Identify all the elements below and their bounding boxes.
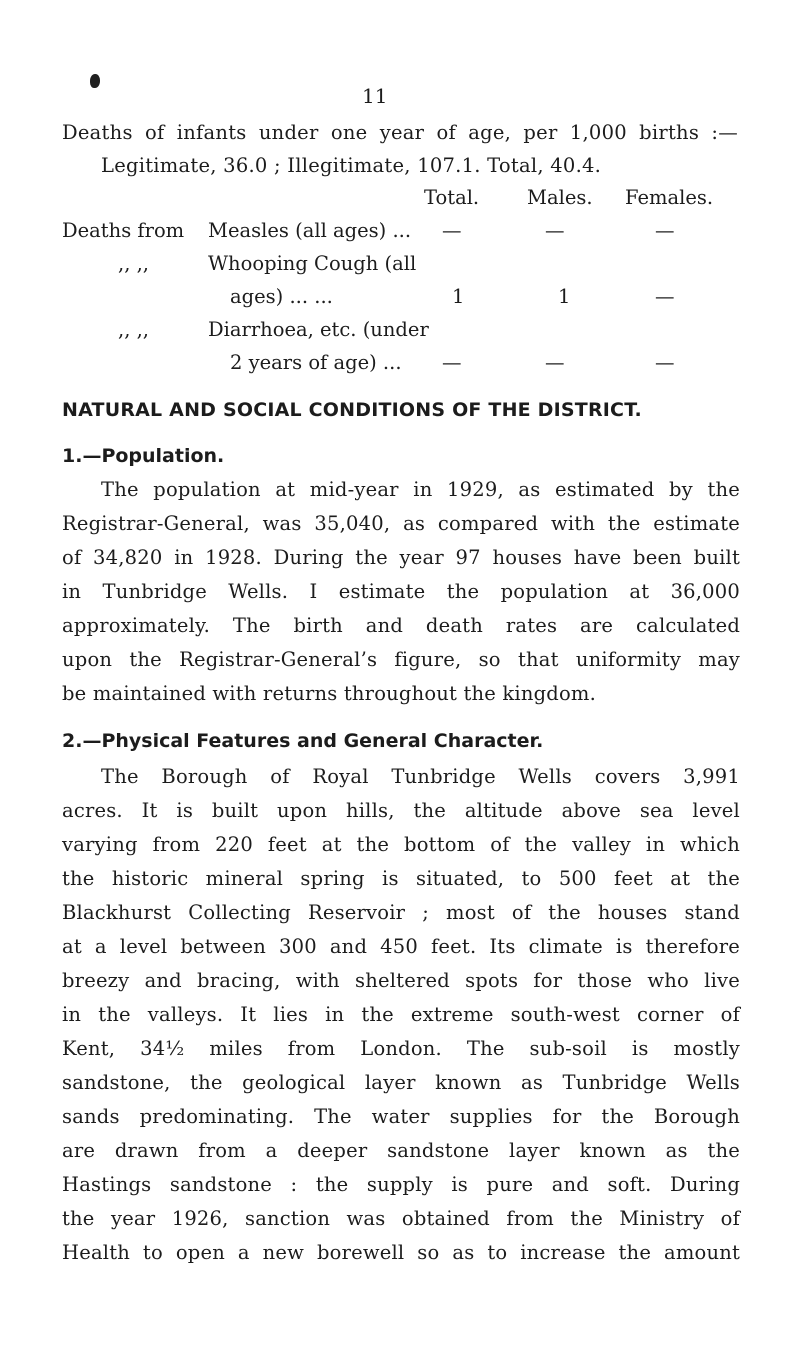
section-heading-physical-features: 2.—Physical Features and General Character. [62, 730, 544, 752]
paragraph-line: of 34,820 in 1928. During the year 97 houses have been built [62, 546, 740, 569]
paragraph-line: breezy and bracing, with sheltered spots for those who live [62, 969, 740, 992]
paragraph-line: Health to open a new borewell so as to increase the amount [62, 1241, 740, 1264]
section-heading-population: 1.—Population. [62, 445, 225, 467]
row-label: Diarrhoea, etc. (under [208, 318, 429, 341]
cell-total: — [442, 219, 462, 242]
row-label: Whooping Cough (all [208, 252, 417, 275]
paragraph-line: varying from 220 feet at the bottom of the valley in which [62, 833, 740, 856]
paragraph-line: upon the Registrar-General’s figure, so that uniformity may [62, 648, 740, 671]
row-prefix: Deaths from [62, 219, 185, 242]
cell-total: — [442, 351, 462, 374]
cell-total: 1 [452, 285, 465, 308]
row-prefix: ,, ,, [118, 252, 149, 275]
paragraph-line: The Borough of Royal Tunbridge Wells covers 3,991 [101, 765, 740, 788]
row-label-continued: 2 years of age) ... [230, 351, 402, 374]
paragraph-line: in Tunbridge Wells. I estimate the population at 36,000 [62, 580, 740, 603]
cell-females: — [655, 285, 675, 308]
paragraph-line: The population at mid-year in 1929, as estimated by the [101, 478, 740, 501]
paragraph-line: the historic mineral spring is situated, to 500 feet at the [62, 867, 740, 890]
infant-deaths-heading: Deaths of infants under one year of age, per 1,000 births :— [62, 121, 738, 144]
paragraph-line: at a level between 300 and 450 feet. Its climate is therefore [62, 935, 740, 958]
page-number: 11 [362, 84, 388, 108]
paragraph-line: approximately. The birth and death rates are calculated [62, 614, 740, 637]
column-header-total: Total. [424, 186, 480, 209]
ink-blot [90, 74, 100, 88]
row-prefix: ,, ,, [118, 318, 149, 341]
paragraph-line: Kent, 34½ miles from London. The sub-soil is mostly [62, 1037, 740, 1060]
paragraph-line: the year 1926, sanction was obtained from the Ministry of [62, 1207, 740, 1230]
paragraph-line: sands predominating. The water supplies for the Borough [62, 1105, 740, 1128]
paragraph-line: Hastings sandstone : the supply is pure and soft. During [62, 1173, 740, 1196]
cell-females: — [655, 351, 675, 374]
main-heading: NATURAL AND SOCIAL CONDITIONS OF THE DISTRICT. [62, 399, 642, 421]
cell-males: 1 [558, 285, 571, 308]
row-label-continued: ages) ... ... [230, 285, 333, 308]
paragraph-line: be maintained with returns throughout the kingdom. [62, 682, 597, 705]
column-header-males: Males. [527, 186, 593, 209]
cell-males: — [545, 351, 565, 374]
cell-females: — [655, 219, 675, 242]
paragraph-line: in the valleys. It lies in the extreme south-west corner of [62, 1003, 740, 1026]
paragraph-line: sandstone, the geological layer known as Tunbridge Wells [62, 1071, 740, 1094]
column-header-females: Females. [625, 186, 714, 209]
cell-males: — [545, 219, 565, 242]
paragraph-line: Registrar-General, was 35,040, as compared with the estimate [62, 512, 740, 535]
row-label: Measles (all ages) ... [208, 219, 412, 242]
paragraph-line: Blackhurst Collecting Reservoir ; most of the houses stand [62, 901, 740, 924]
paragraph-line: are drawn from a deeper sandstone layer known as the [62, 1139, 740, 1162]
paragraph-line: acres. It is built upon hills, the altitude above sea level [62, 799, 740, 822]
infant-deaths-rates: Legitimate, 36.0 ; Illegitimate, 107.1. Total, 40.4. [101, 154, 602, 177]
